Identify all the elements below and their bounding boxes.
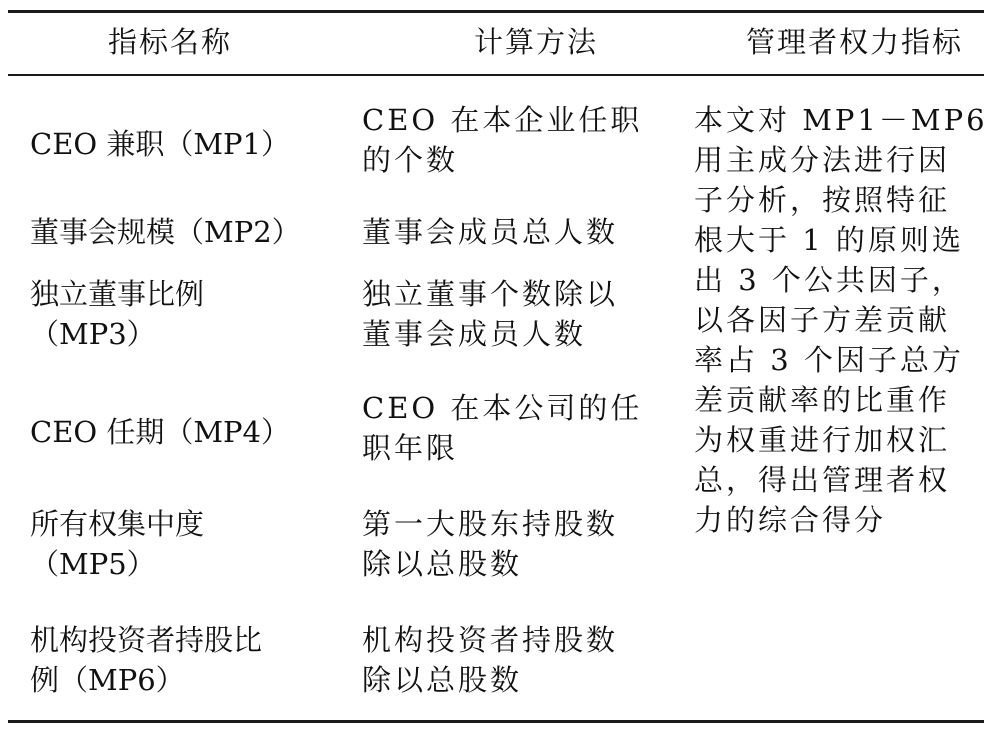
table-row-name	[30, 212, 330, 252]
indicator-line: 以各因子方差贡献	[694, 303, 951, 337]
row-method-line: 独立董事个数除以	[362, 277, 619, 311]
row-name-line: 董事会规模（MP2）	[30, 215, 301, 249]
row-name-line: （MP3）	[30, 317, 156, 351]
table-header-rule	[8, 74, 984, 76]
indicator-line: 差贡献率的比重作	[694, 383, 951, 417]
indicator-line: 子分析，按照特征	[694, 183, 951, 217]
table-row-method	[362, 388, 662, 468]
header-indicator-name: 指标名称	[108, 25, 233, 59]
indicator-line: 总，得出管理者权	[694, 463, 951, 497]
indicator-description	[694, 100, 988, 540]
table-top-rule	[8, 10, 984, 13]
table-row-name	[30, 124, 330, 164]
row-method-line: 的个数	[362, 143, 459, 177]
table-row-method	[362, 504, 662, 584]
table-row-name	[30, 274, 330, 354]
header-manager-power-indicator: 管理者权力指标	[746, 25, 964, 59]
row-method-line: CEO 在本企业任职	[362, 103, 643, 137]
row-name-line: （MP5）	[30, 547, 156, 581]
table-bottom-rule	[8, 720, 984, 723]
row-name-line: CEO 任期（MP4）	[30, 415, 291, 449]
table-row-name	[30, 412, 330, 452]
table-row-method	[362, 100, 662, 180]
row-method-line: CEO 在本公司的任	[362, 391, 643, 425]
row-name-line: 独立董事比例	[30, 277, 205, 311]
row-method-line: 除以总股数	[362, 663, 523, 697]
row-method-line: 董事会成员人数	[362, 317, 587, 351]
row-name-line: 例（MP6）	[30, 663, 185, 697]
indicator-line: 出 3 个公共因子，	[694, 263, 964, 297]
indicator-line: 根大于 1 的原则选	[694, 223, 964, 257]
header-calculation-method: 计算方法	[474, 25, 599, 59]
table-row-method	[362, 212, 662, 252]
indicator-line: 用主成分法进行因	[694, 143, 951, 177]
row-name-line: CEO 兼职（MP1）	[30, 127, 291, 161]
row-name-line: 所有权集中度	[30, 507, 205, 541]
table-row-name	[30, 620, 330, 700]
indicator-line: 本文对 MP1－MP6	[694, 103, 988, 137]
row-method-line: 职年限	[362, 431, 459, 465]
row-method-line: 机构投资者持股数	[362, 623, 619, 657]
row-method-line: 第一大股东持股数	[362, 507, 619, 541]
row-name-line: 机构投资者持股比	[30, 623, 263, 657]
indicator-line: 率占 3 个因子总方	[694, 343, 964, 377]
row-method-line: 董事会成员总人数	[362, 215, 619, 249]
table-row-method	[362, 274, 662, 354]
row-method-line: 除以总股数	[362, 547, 523, 581]
table-row-method	[362, 620, 662, 700]
table-row-name	[30, 504, 330, 584]
indicator-line: 力的综合得分	[694, 503, 887, 537]
indicator-line: 为权重进行加权汇	[694, 423, 951, 457]
